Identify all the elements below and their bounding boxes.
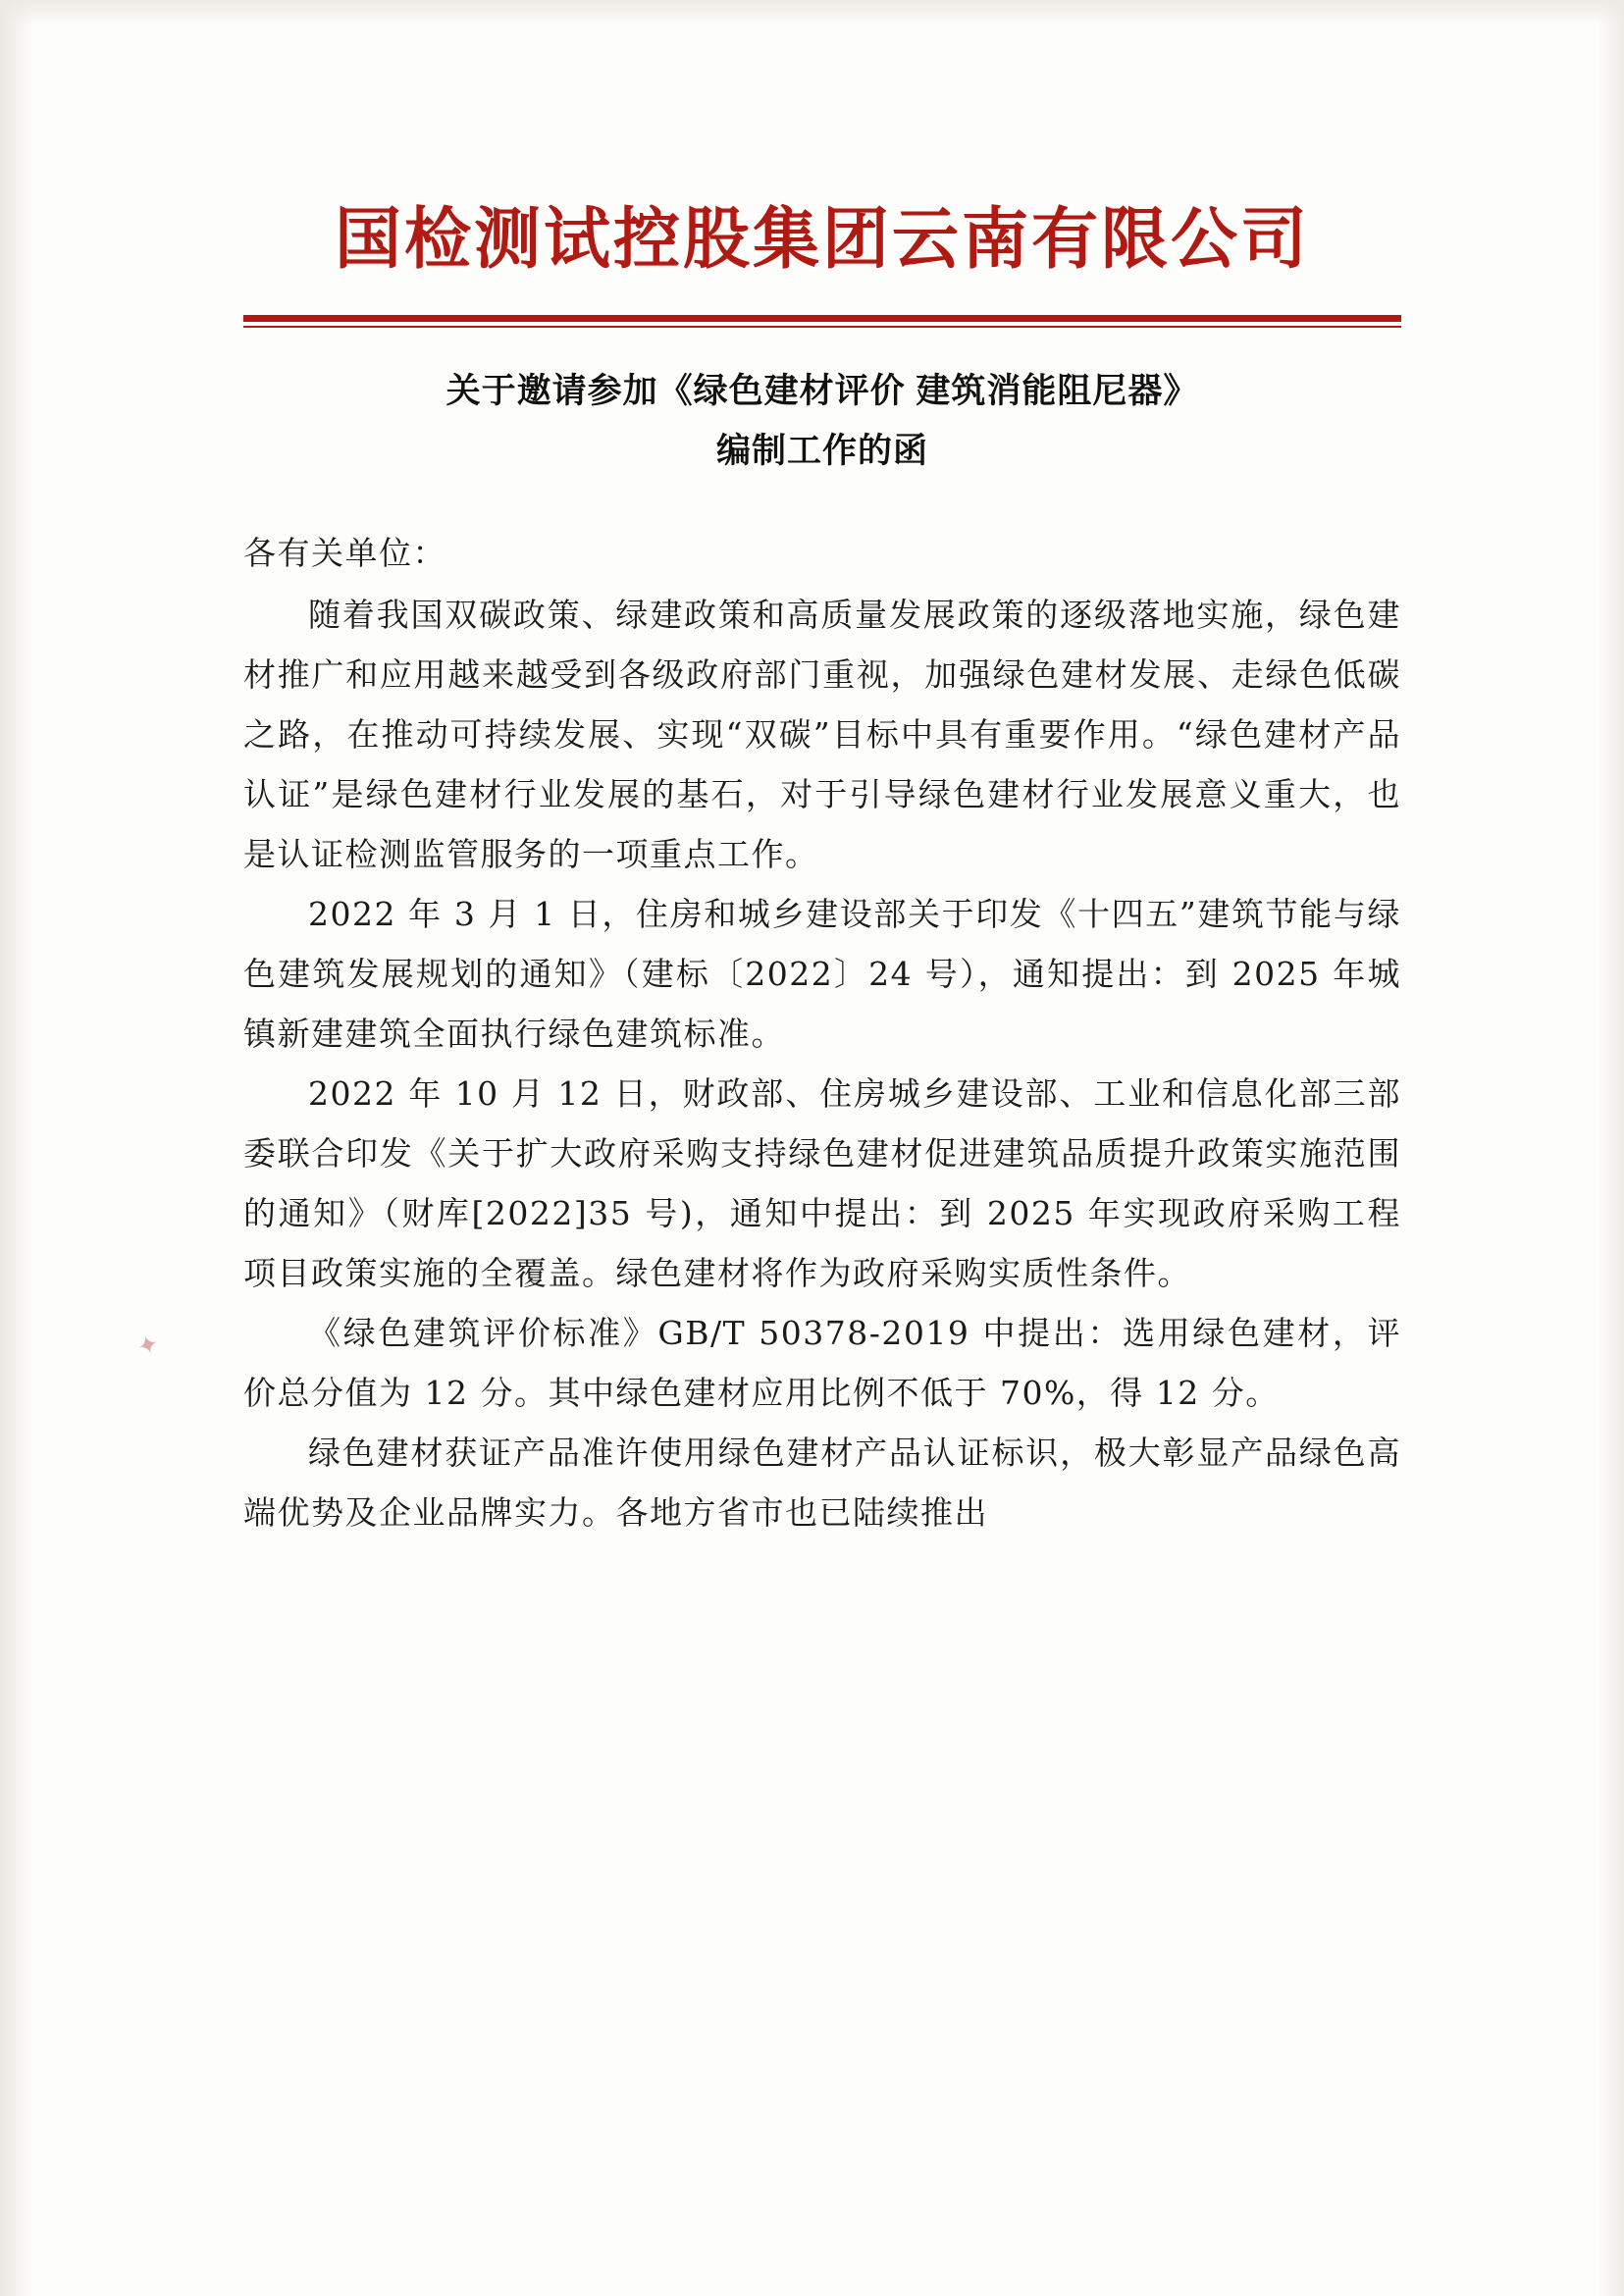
- body-paragraph: 《绿色建筑评价标准》GB/T 50378-2019 中提出：选用绿色建材，评价总分值为 12 分。其中绿色建材应用比例不低于 70%，得 12 分。: [243, 1314, 1401, 1413]
- body-paragraph: 2022 年 3 月 1 日，住房和城乡建设部关于印发《十四五”建筑节能与绿色建筑发展规划的通知》（建标〔2022〕24 号），通知提出：到 2025 年城镇新建建筑全面执行绿色建筑标准。: [243, 894, 1401, 1054]
- divider-thin-line: [243, 326, 1401, 328]
- salutation: 各有关单位：: [243, 533, 446, 572]
- body-paragraph: 绿色建材获证产品准许使用绿色建材产品认证标识，极大彰显产品绿色高端优势及企业品牌实力。各地方省市也已陆续推出: [243, 1434, 1401, 1533]
- body-paragraph: 随着我国双碳政策、绿建政策和高质量发展政策的逐级落地实施，绿色建材推广和应用越来越受到各级政府部门重视，加强绿色建材发展、走绿色低碳之路，在推动可持续发展、实现“双碳”目标中具有重要作用。“绿色建材产品认证”是绿色建材行业发展的基石，对于引导绿色建材行业发展意义重大，也是认证检测监管服务的一项重点工作。: [243, 595, 1401, 873]
- body-paragraph: 2022 年 10 月 12 日，财政部、住房城乡建设部、工业和信息化部三部委联合印发《关于扩大政府采购支持绿色建材促进建筑品质提升政策实施范围的通知》（财库[2022]35 号)，通知中提出：到 2025 年实现政府采购工程项目政策实施的全覆盖。绿色建材将作为政府采购实质性条件。: [243, 1074, 1401, 1293]
- page-edge-shadow-top: [0, 0, 1624, 26]
- document-body: [243, 523, 1401, 1543]
- letterhead-divider: [243, 315, 1401, 328]
- page-edge-shadow-left: [0, 0, 33, 2296]
- document-title-line-2: 编制工作的函: [715, 432, 928, 471]
- divider-thick-line: [243, 315, 1401, 322]
- document-title-line-1: 关于邀请参加《绿色建材评价 建筑消能阻尼器》: [445, 372, 1199, 411]
- stamp-mark: ✦: [133, 1329, 164, 1364]
- document-title: [243, 361, 1401, 482]
- page-edge-shadow-right: [1598, 0, 1624, 2296]
- company-letterhead: 国检测试控股集团云南有限公司: [334, 202, 1310, 277]
- document-content: [243, 201, 1401, 1542]
